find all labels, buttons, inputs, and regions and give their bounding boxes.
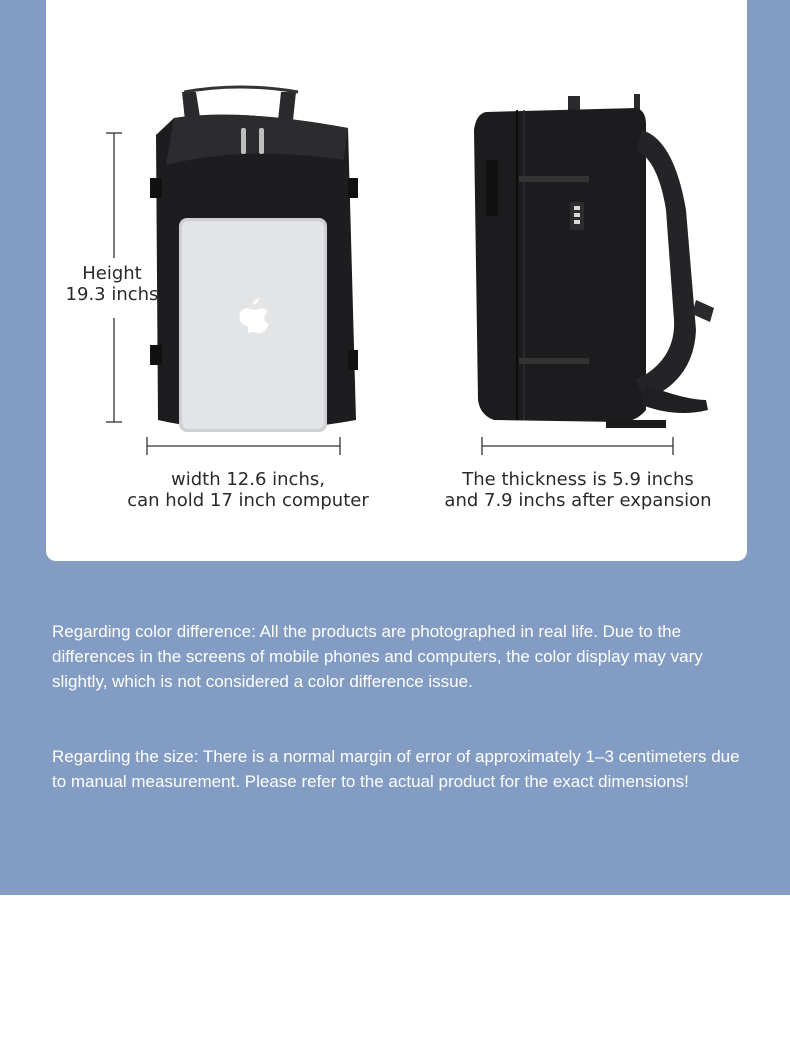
- thickness-label: [438, 469, 718, 511]
- height-label-line2: 19.3 inchs: [65, 284, 159, 305]
- width-label: [108, 469, 388, 511]
- color-difference-note: Regarding color difference: All the products are photographed in real life. Due to the differences in the screens of mobile phones and computers, the color display may vary slightly, which is not considered a color difference issue.: [52, 622, 703, 691]
- width-label-line1: width 12.6 inchs,: [171, 469, 325, 490]
- width-label-line2: can hold 17 inch computer: [127, 490, 369, 511]
- size-note: Regarding the size: There is a normal margin of error of approximately 1–3 centimeters due to manual measurement. Please refer to the actual product for the exact dimensions!: [52, 747, 740, 791]
- product-dimension-card: [46, 0, 747, 561]
- backpack-front-view: [150, 87, 358, 432]
- height-label-line1: Height: [82, 263, 142, 284]
- thickness-label-line1: The thickness is 5.9 inchs: [462, 469, 694, 490]
- width-dimension-line: [147, 437, 340, 455]
- thickness-dimension-line: [482, 437, 673, 455]
- backpack-side-view: [474, 94, 714, 428]
- height-label: [58, 263, 166, 305]
- laptop: [179, 218, 327, 432]
- thickness-label-line2: and 7.9 inchs after expansion: [444, 490, 712, 511]
